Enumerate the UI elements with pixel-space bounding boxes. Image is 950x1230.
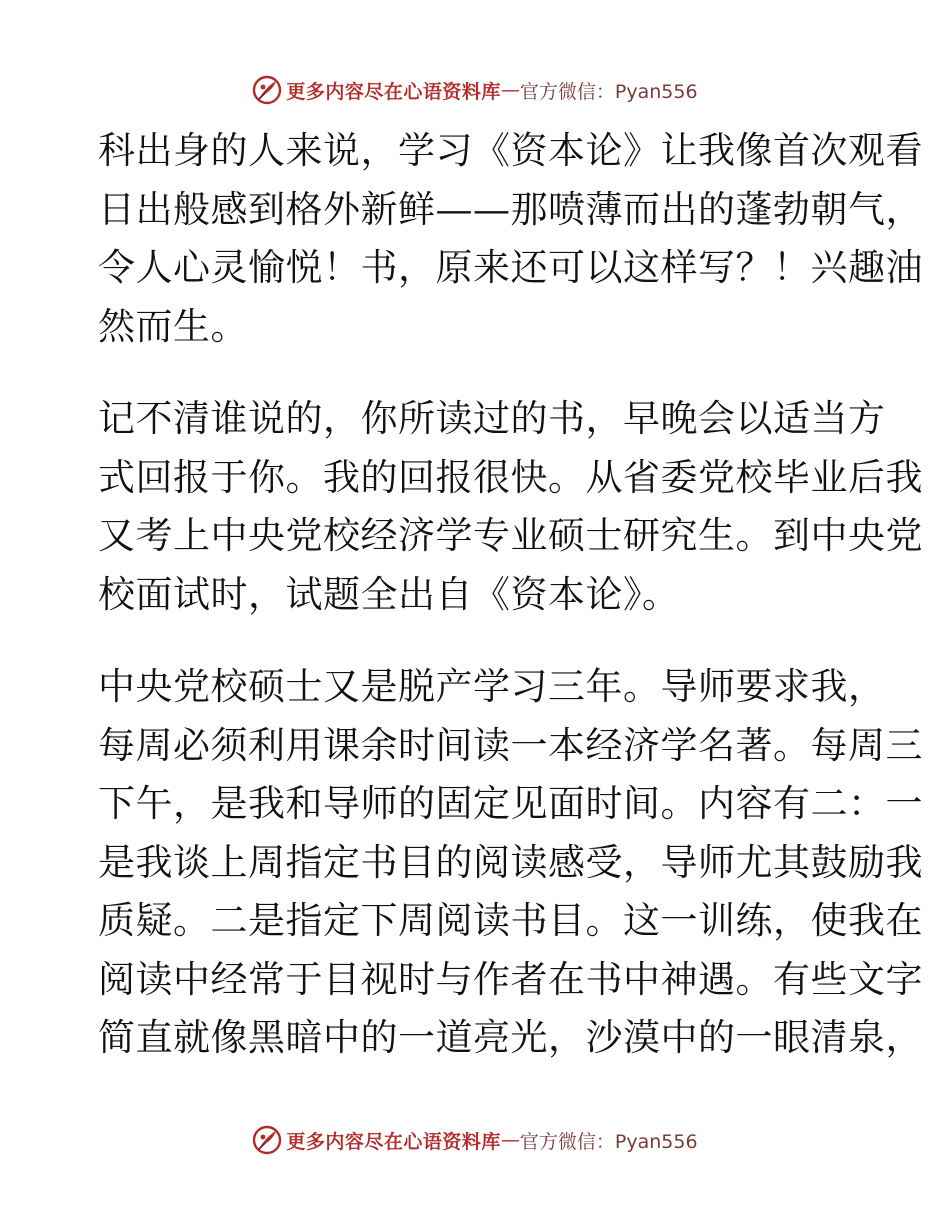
text-line: 校面试时，试题全出自《资本论》。 [98,572,680,616]
banner-title: 更多内容尽在心语资料库 [286,1130,501,1153]
banner-separator: — [500,1129,520,1151]
paragraph-3 [98,658,923,1068]
text-line: 又考上中央党校经济学专业硕士研究生。到中央党 [98,514,923,557]
banner-title: 更多内容尽在心语资料库 [286,80,501,103]
text-line: 下午，是我和导师的固定见面时间。内容有二：一 [98,782,923,825]
text-line: 是我谈上周指定书目的阅读感受，导师尤其鼓励我 [98,840,923,884]
text-line: 然而生。 [98,304,248,348]
text-line: 日出般感到格外新鲜——那喷薄而出的蓬勃朝气， [98,187,923,231]
text-line: 每周必须利用课余时间读一本经济学名著。每周三 [98,723,923,767]
banner-wechat: 官方微信：Pyan556 [519,80,698,103]
text-line: 式回报于你。我的回报很快。从省委党校毕业后我 [98,455,923,499]
text-line: 阅读中经常于目视时与作者在书中神遇。有些文字 [98,957,923,1001]
paragraph-1 [98,122,923,356]
footer-banner [0,1120,950,1160]
quill-pen-logo-icon [252,75,282,105]
text-line: 中央党校硕士又是脱产学习三年。导师要求我， [98,665,886,708]
header-banner [0,70,950,110]
quill-pen-logo-icon [252,1125,282,1155]
paragraph-gap [98,356,858,390]
banner-separator: — [500,79,520,101]
text-line: 令人心灵愉悦！书，原来还可以这样写？！兴趣油 [98,246,923,289]
banner-wechat: 官方微信：Pyan556 [519,1130,698,1153]
paragraph-2 [98,390,923,624]
text-line: 科出身的人来说，学习《资本论》让我像首次观看 [98,129,923,172]
text-line: 质疑。二是指定下周阅读书目。这一训练，使我在 [98,899,923,942]
text-line: 记不清谁说的，你所读过的书，早晚会以适当方 [98,397,886,440]
text-line: 简直就像黑暗中的一道亮光，沙漠中的一眼清泉， [98,1016,923,1059]
document-body [98,122,923,1068]
paragraph-gap [98,624,858,658]
